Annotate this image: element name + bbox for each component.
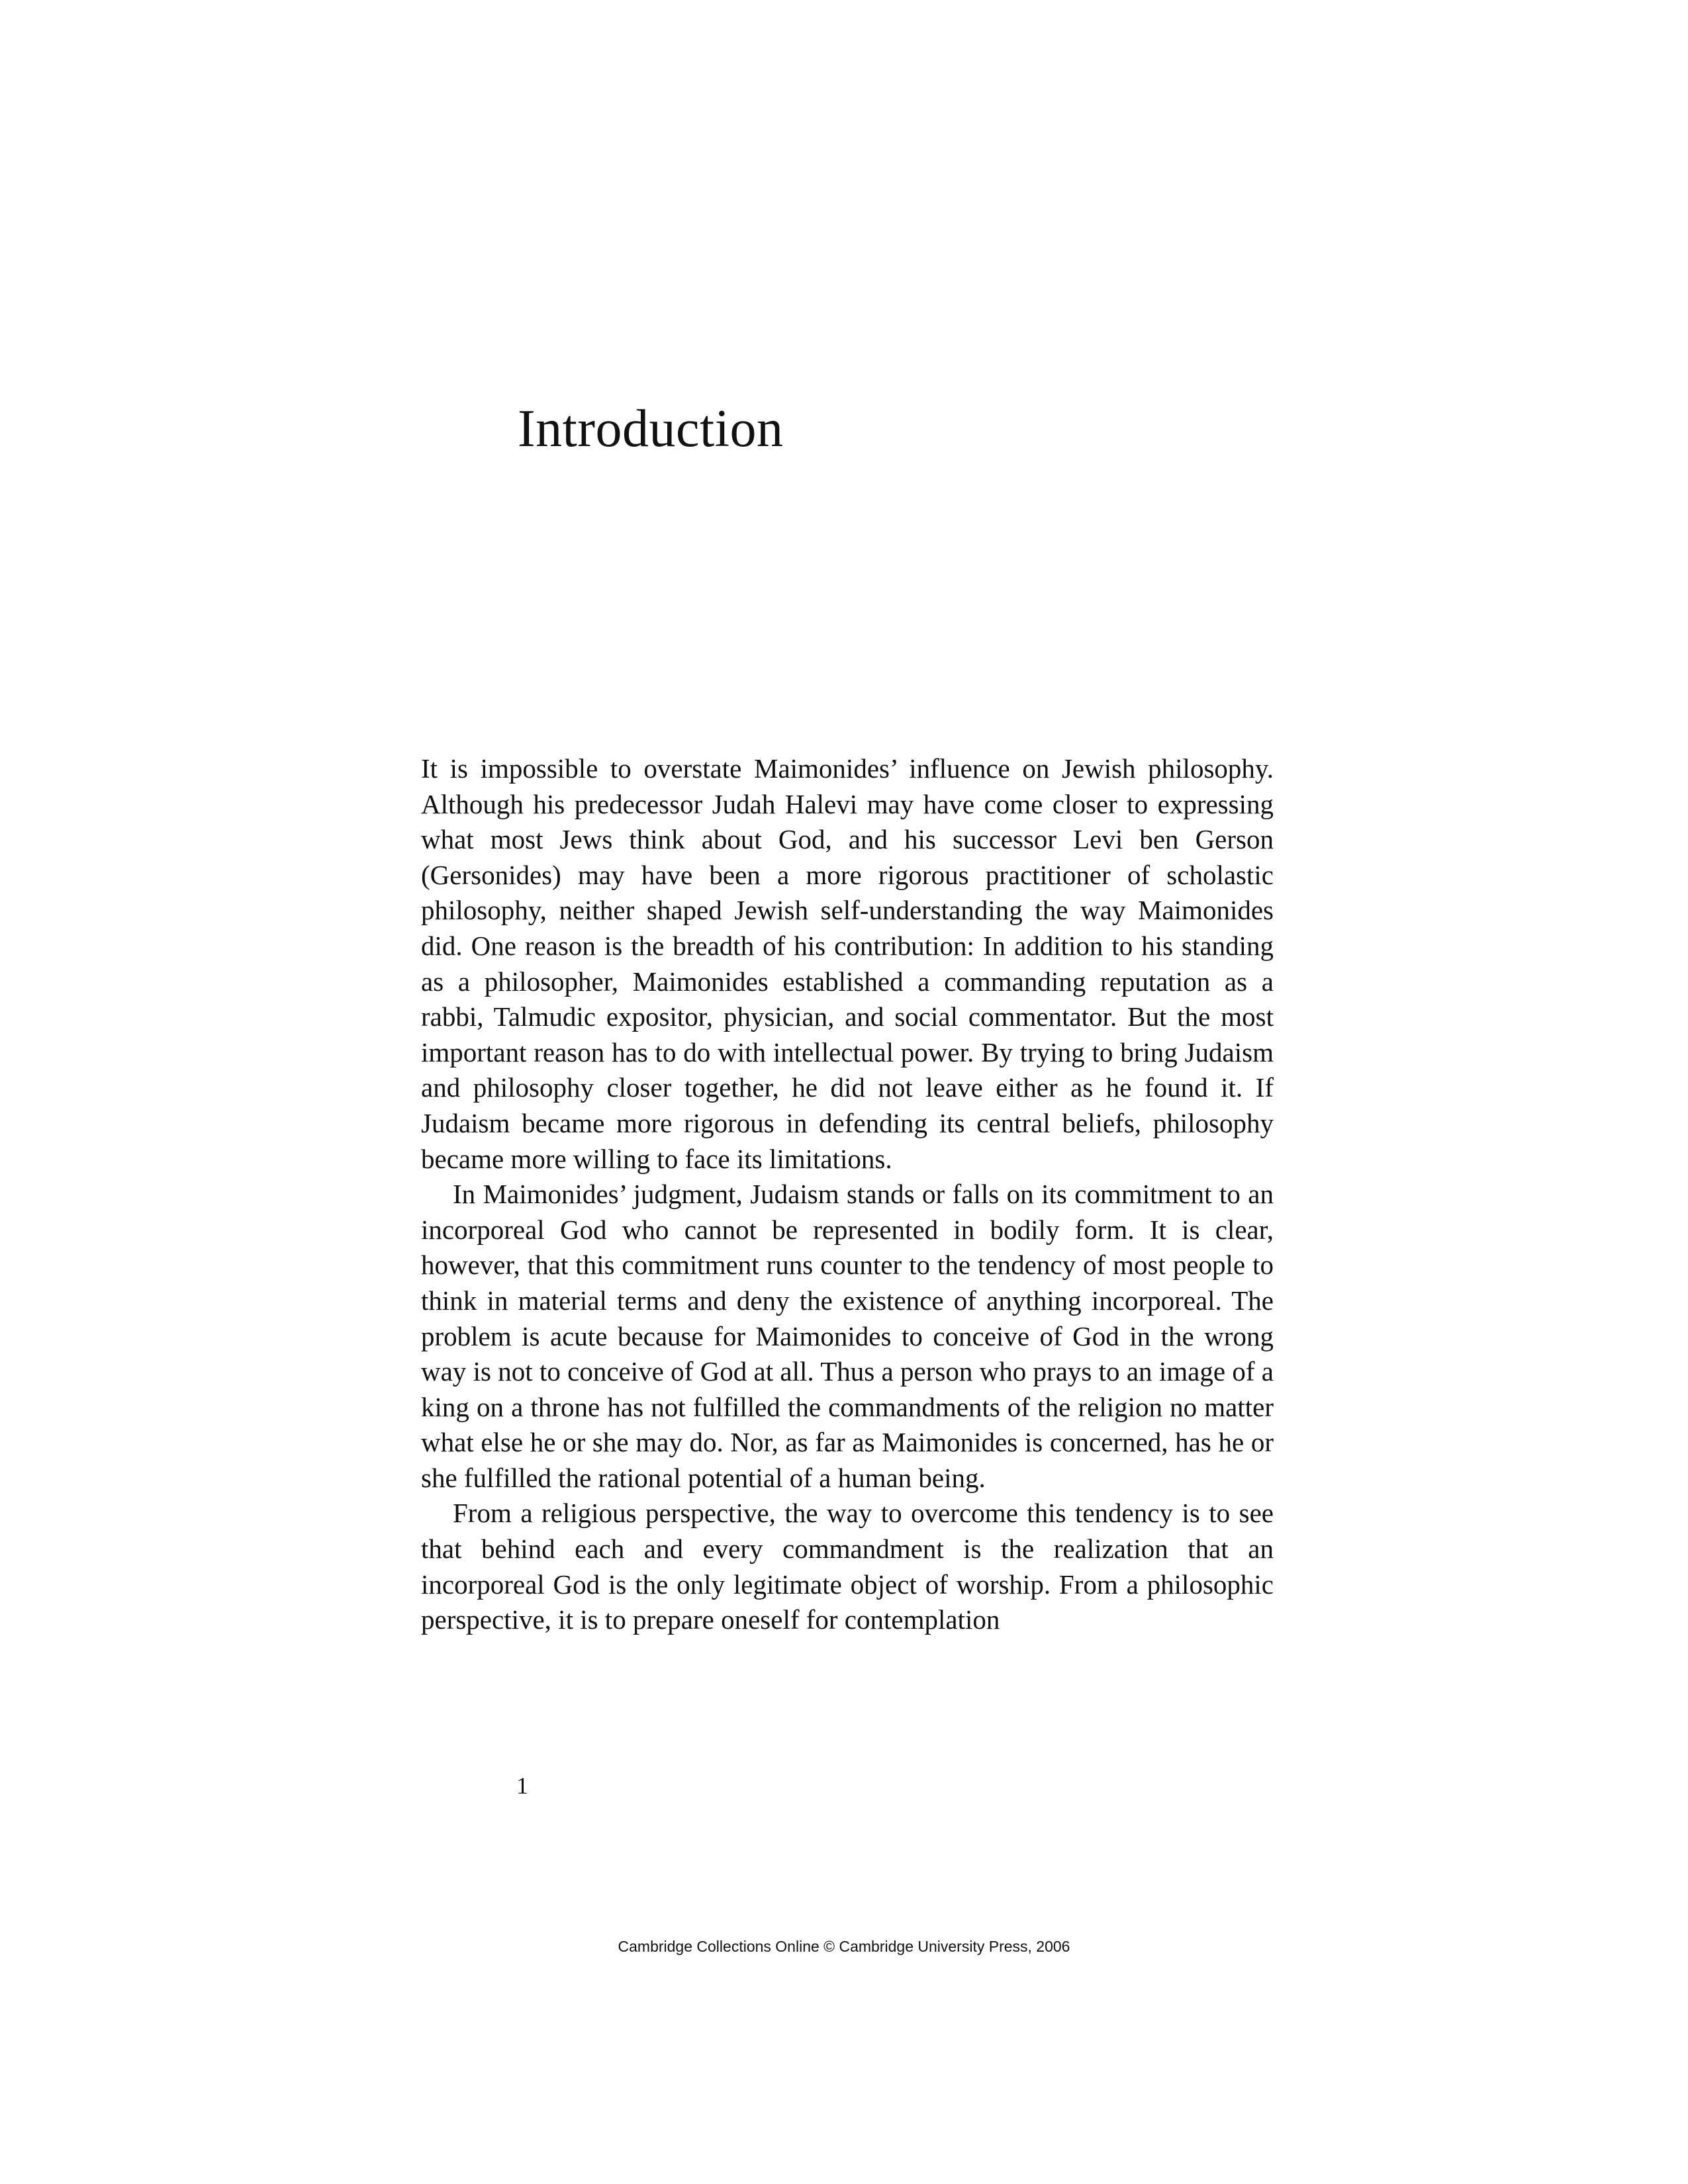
body-text: [421, 751, 1274, 1638]
paragraph-1: It is impossible to overstate Maimonides’ influence on Jewish philosophy. Although his predecessor Judah Halevi may have come closer to expressing what most Jews think about God, and his successor Levi ben Gerson (Gersonides) may have been a more rigorous practitioner of scholastic philosophy, neither shaped Jewish self-understanding the way Maimonides did. One reason is the breadth of his contribution: In addition to his standing as a philosopher, Maimonides established a commanding reputation as a rabbi, Talmudic expositor, physician, and social commentator. But the most important reason has to do with intellectual power. By trying to bring Judaism and philosophy closer together, he did not leave either as he found it. If Judaism became more rigorous in defending its central beliefs, philosophy became more willing to face its limitations.: [421, 753, 1274, 1174]
footer-credit: Cambridge Collections Online © Cambridge University Press, 2006: [618, 1938, 1070, 1955]
paragraph-2: In Maimonides’ judgment, Judaism stands or falls on its commitment to an incorporeal God who cannot be represented in bodily form. It is clear, however, that this commitment runs counter to the tendency of most people to think in material terms and deny the existence of anything incorporeal. The problem is acute because for Maimonides to conceive of God in the wrong way is not to conceive of God at all. Thus a person who prays to an image of a king on a throne has not fulfilled the commandments of the religion no matter what else he or she may do. Nor, as far as Maimonides is concerned, has he or she fulfilled the rational potential of a human being.: [421, 1179, 1274, 1493]
paragraph-3: From a religious perspective, the way to overcome this tendency is to see that behind each and every commandment is the realization that an incorporeal God is the only legitimate object of worship. From a philosophic perspective, it is to prepare oneself for contemplation: [421, 1498, 1274, 1635]
chapter-title: Introduction: [518, 400, 784, 458]
page-number: 1: [516, 1772, 528, 1799]
